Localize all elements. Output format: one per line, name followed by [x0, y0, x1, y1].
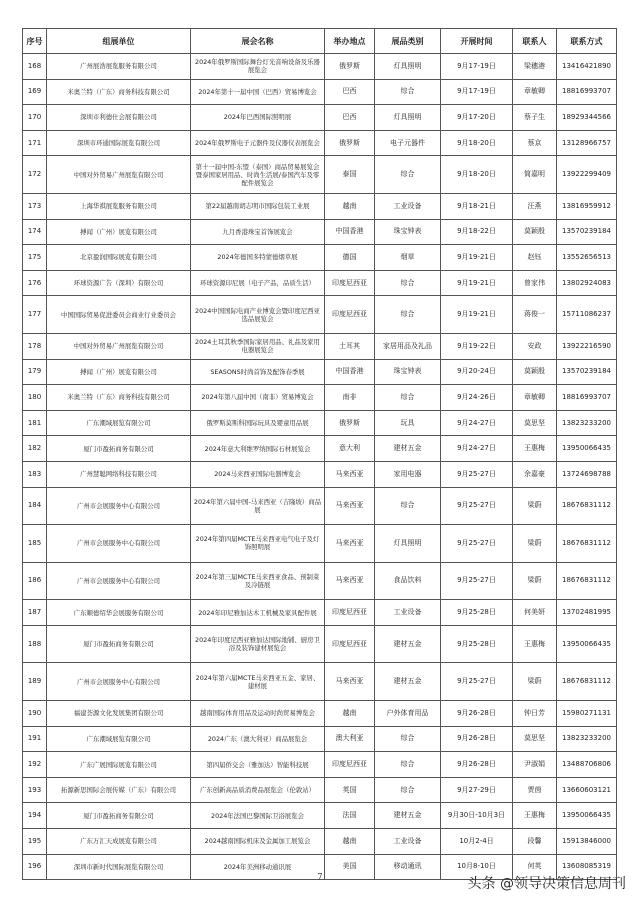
cell-no: 173	[23, 193, 47, 219]
cell-contact: 莫颖殷	[513, 359, 557, 385]
cell-no: 172	[23, 156, 47, 194]
cell-organizer: 广州市会展服务中心有限公司	[47, 562, 191, 600]
header-organizer: 组展单位	[47, 29, 191, 54]
cell-date: 9月25-27日	[441, 461, 513, 487]
cell-contact: 梁蔚	[513, 663, 557, 701]
cell-phone: 18676831112	[557, 562, 617, 600]
cell-venue: 巴西	[325, 79, 375, 105]
header-date: 开展时间	[441, 29, 513, 54]
cell-organizer: 广州市会展服务中心有限公司	[47, 663, 191, 701]
cell-category: 烟草	[375, 245, 441, 271]
table-row	[23, 803, 617, 829]
cell-no: 175	[23, 245, 47, 271]
cell-organizer: 中国对外贸易广州展览有限公司	[47, 333, 191, 359]
cell-phone: 13552656513	[557, 245, 617, 271]
cell-venue: 土耳其	[325, 333, 375, 359]
cell-exhibition-name: 第十一届中国-东盟（泰国）商品贸易展览会暨泰国家居用品、时尚生活展/泰国汽车及零配件展览会	[191, 156, 325, 194]
cell-no: 189	[23, 663, 47, 701]
cell-phone: 18676831112	[557, 663, 617, 701]
cell-organizer: 厦门市盈拓商务有限公司	[47, 625, 191, 663]
table-row	[23, 245, 617, 271]
table-row	[23, 777, 617, 803]
cell-exhibition-name: 2024年印度尼西亚雅加达国际地铺、厨房卫浴及装饰建材展览会	[191, 625, 325, 663]
table-row	[23, 701, 617, 727]
table-row	[23, 562, 617, 600]
cell-date: 9月17-20日	[441, 105, 513, 131]
cell-no: 179	[23, 359, 47, 385]
cell-contact: 梁穗港	[513, 54, 557, 80]
cell-date: 9月25-27日	[441, 562, 513, 600]
cell-organizer: 深圳市新时代国际展览有限公司	[47, 854, 191, 880]
cell-venue: 德国	[325, 245, 375, 271]
cell-organizer: 广州市会展服务中心有限公司	[47, 525, 191, 563]
cell-no: 190	[23, 701, 47, 727]
cell-category: 综合	[375, 156, 441, 194]
cell-venue: 印度尼西亚	[325, 752, 375, 778]
cell-date: 9月17-19日	[441, 54, 513, 80]
cell-exhibition-name: 2024年印尼雅加达木工机械及家具配件展	[191, 600, 325, 626]
cell-exhibition-name: 2024年俄罗斯电子元器件及仪器仪表展览会	[191, 130, 325, 156]
cell-no: 192	[23, 752, 47, 778]
exhibition-table	[22, 28, 617, 880]
cell-contact: 余嘉豪	[513, 461, 557, 487]
cell-contact: 何英	[513, 854, 557, 880]
cell-exhibition-name: 2024中国国际电商产业博览会暨印度尼西亚选品展览会	[191, 296, 325, 334]
cell-date: 9月19-22日	[441, 333, 513, 359]
cell-no: 184	[23, 487, 47, 525]
cell-phone: 13608085319	[557, 854, 617, 880]
cell-no: 168	[23, 54, 47, 80]
cell-phone: 18676831112	[557, 525, 617, 563]
cell-date: 9月27-29日	[441, 777, 513, 803]
cell-venue: 越南	[325, 829, 375, 855]
table-row	[23, 54, 617, 80]
header-category: 展品类别	[375, 29, 441, 54]
cell-phone: 18676831112	[557, 487, 617, 525]
cell-date: 9月25-27日	[441, 525, 513, 563]
cell-no: 183	[23, 461, 47, 487]
cell-contact: 梁蔚	[513, 487, 557, 525]
cell-exhibition-name: 2024年第八届中国（南非）贸易博览会	[191, 385, 325, 411]
cell-date: 9月19-21日	[441, 296, 513, 334]
cell-no: 178	[23, 333, 47, 359]
cell-contact: 蔡京	[513, 130, 557, 156]
cell-category: 综合	[375, 79, 441, 105]
cell-venue: 马来西亚	[325, 562, 375, 600]
cell-contact: 贾茵	[513, 777, 557, 803]
cell-organizer: 广州市会展服务中心有限公司	[47, 487, 191, 525]
cell-exhibition-name: 2024年意大利维罗纳国际石材展览会	[191, 436, 325, 462]
cell-exhibition-name: 2024土耳其秋季国际家居用品、礼品及家用电器展览会	[191, 333, 325, 359]
cell-date: 9月24-27日	[441, 436, 513, 462]
cell-venue: 俄罗斯	[325, 130, 375, 156]
cell-exhibition-name: 2024年法国巴黎国际卫浴展览会	[191, 803, 325, 829]
cell-date: 9月20-24日	[441, 359, 513, 385]
cell-contact: 赵钰	[513, 245, 557, 271]
cell-phone: 13724698788	[557, 461, 617, 487]
table-row	[23, 525, 617, 563]
cell-organizer: 广东潮域展览有限公司	[47, 410, 191, 436]
cell-category: 工业设备	[375, 829, 441, 855]
cell-exhibition-name: 2024越南国际机床及金属加工展览会	[191, 829, 325, 855]
cell-venue: 马来西亚	[325, 525, 375, 563]
cell-date: 9月24-27日	[441, 410, 513, 436]
cell-organizer: 广州展浩展览服务有限公司	[47, 54, 191, 80]
cell-organizer: 拓源新思国际会展传媒（广东）有限公司	[47, 777, 191, 803]
header-venue: 举办地点	[325, 29, 375, 54]
cell-category: 综合	[375, 487, 441, 525]
cell-venue: 印度尼西亚	[325, 600, 375, 626]
cell-exhibition-name: 2024年德国多特蒙德烟草展	[191, 245, 325, 271]
cell-contact: 莫思坚	[513, 726, 557, 752]
cell-date: 9月19-21日	[441, 270, 513, 296]
cell-organizer: 中国对外贸易广州展览有限公司	[47, 156, 191, 194]
cell-venue: 印度尼西亚	[325, 296, 375, 334]
cell-no: 171	[23, 130, 47, 156]
cell-contact: 何美妍	[513, 600, 557, 626]
cell-contact: 段馨	[513, 829, 557, 855]
cell-date: 9月24-26日	[441, 385, 513, 411]
cell-date: 9月26-28日	[441, 701, 513, 727]
cell-phone: 13950066435	[557, 436, 617, 462]
cell-organizer: 米奥兰特（广东）商务科技有限公司	[47, 385, 191, 411]
cell-venue: 俄罗斯	[325, 54, 375, 80]
cell-phone: 13950066435	[557, 803, 617, 829]
cell-no: 187	[23, 600, 47, 626]
cell-organizer: 北京盈润国际展览有限公司	[47, 245, 191, 271]
cell-exhibition-name: 2024年俄罗斯国际舞台灯光音响设备及乐器展览会	[191, 54, 325, 80]
cell-venue: 法国	[325, 803, 375, 829]
cell-no: 185	[23, 525, 47, 563]
cell-organizer: 米奥兰特（广东）商务科技有限公司	[47, 79, 191, 105]
cell-no: 182	[23, 436, 47, 462]
cell-venue: 巴西	[325, 105, 375, 131]
cell-organizer: 广东潮域展览有限公司	[47, 726, 191, 752]
table-row	[23, 829, 617, 855]
cell-date: 9月18-21日	[441, 193, 513, 219]
cell-date: 9月30日-10月3日	[441, 803, 513, 829]
cell-venue: 俄罗斯	[325, 410, 375, 436]
table-body	[23, 29, 617, 880]
cell-contact: 王惠梅	[513, 625, 557, 663]
cell-exhibition-name: 第22届越南胡志明市国际包装工业展	[191, 193, 325, 219]
header-no: 序号	[23, 29, 47, 54]
cell-phone: 13702481995	[557, 600, 617, 626]
cell-contact: 尹淑娟	[513, 752, 557, 778]
cell-venue: 中国香港	[325, 219, 375, 245]
cell-venue: 意大利	[325, 436, 375, 462]
cell-contact: 简嘉明	[513, 156, 557, 194]
table-row	[23, 410, 617, 436]
cell-category: 建材五金	[375, 803, 441, 829]
cell-phone: 13922216590	[557, 333, 617, 359]
cell-phone: 18929344566	[557, 105, 617, 131]
cell-phone: 13823233200	[557, 726, 617, 752]
header-phone: 联系方式	[557, 29, 617, 54]
table-row	[23, 663, 617, 701]
cell-contact: 梁蔚	[513, 525, 557, 563]
table-row	[23, 436, 617, 462]
cell-category: 综合	[375, 385, 441, 411]
cell-category: 建材五金	[375, 436, 441, 462]
cell-date: 9月26-28日	[441, 726, 513, 752]
cell-venue: 马来西亚	[325, 663, 375, 701]
cell-no: 169	[23, 79, 47, 105]
table-row	[23, 752, 617, 778]
cell-date: 9月17-19日	[441, 79, 513, 105]
cell-no: 170	[23, 105, 47, 131]
cell-contact: 梁蔚	[513, 562, 557, 600]
cell-no: 177	[23, 296, 47, 334]
cell-category: 综合	[375, 777, 441, 803]
cell-phone: 15711086237	[557, 296, 617, 334]
cell-category: 综合	[375, 752, 441, 778]
cell-date: 9月25-28日	[441, 625, 513, 663]
cell-phone: 13128966757	[557, 130, 617, 156]
cell-no: 186	[23, 562, 47, 600]
cell-date: 9月18-22日	[441, 219, 513, 245]
cell-organizer: 广东顺德绍华会展服务有限公司	[47, 600, 191, 626]
cell-organizer: 深圳市环通国际展览有限公司	[47, 130, 191, 156]
cell-category: 食品饮料	[375, 562, 441, 600]
table-row	[23, 359, 617, 385]
cell-category: 家用电器	[375, 461, 441, 487]
cell-category: 建材五金	[375, 625, 441, 663]
cell-category: 综合	[375, 270, 441, 296]
cell-category: 户外体育用品	[375, 701, 441, 727]
cell-category: 珠宝钟表	[375, 219, 441, 245]
cell-no: 174	[23, 219, 47, 245]
table-row	[23, 130, 617, 156]
table-row	[23, 296, 617, 334]
cell-no: 194	[23, 803, 47, 829]
cell-organizer: 搏闻（广州）展览有限公司	[47, 359, 191, 385]
cell-category: 灯具照明	[375, 54, 441, 80]
cell-organizer: 厦门市盈拓商务有限公司	[47, 803, 191, 829]
cell-venue: 印度尼西亚	[325, 625, 375, 663]
cell-no: 188	[23, 625, 47, 663]
cell-contact: 王惠梅	[513, 436, 557, 462]
header-exhibition-name: 展会名称	[191, 29, 325, 54]
cell-date: 9月25-27日	[441, 663, 513, 701]
table-row	[23, 105, 617, 131]
cell-phone: 13570239184	[557, 359, 617, 385]
page-number: 7	[317, 872, 323, 881]
cell-contact: 蔡子生	[513, 105, 557, 131]
cell-venue: 越南	[325, 701, 375, 727]
cell-contact: 汪燕	[513, 193, 557, 219]
cell-contact: 莫思坚	[513, 410, 557, 436]
cell-category: 综合	[375, 296, 441, 334]
cell-phone: 13922299409	[557, 156, 617, 194]
cell-exhibition-name: 2024年巴西国际照明展	[191, 105, 325, 131]
cell-phone: 13660603121	[557, 777, 617, 803]
cell-category: 珠宝钟表	[375, 359, 441, 385]
cell-contact: 蒋俊一	[513, 296, 557, 334]
table-row	[23, 193, 617, 219]
cell-venue: 南非	[325, 385, 375, 411]
cell-category: 灯具照明	[375, 105, 441, 131]
cell-venue: 美国	[325, 854, 375, 880]
cell-contact: 安政	[513, 333, 557, 359]
cell-exhibition-name: 俄罗斯莫斯科国际玩具及婴童用品展	[191, 410, 325, 436]
cell-exhibition-name: 越南国际体育用品及运动时尚贸易博览会	[191, 701, 325, 727]
table-row	[23, 333, 617, 359]
cell-category: 工业设备	[375, 600, 441, 626]
cell-no: 181	[23, 410, 47, 436]
cell-date: 9月18-20日	[441, 130, 513, 156]
table-row	[23, 726, 617, 752]
cell-date: 9月25-27日	[441, 487, 513, 525]
table-row	[23, 270, 617, 296]
table-row	[23, 600, 617, 626]
cell-organizer: 上海华祺展览服务有限公司	[47, 193, 191, 219]
cell-contact: 钟日芳	[513, 701, 557, 727]
table-row	[23, 385, 617, 411]
cell-exhibition-name: 2024年第三届MCTE马来西亚食品、预制菜及冷链展	[191, 562, 325, 600]
cell-organizer: 环球资源广告（深圳）有限公司	[47, 270, 191, 296]
cell-phone: 15913846000	[557, 829, 617, 855]
cell-exhibition-name: 2024年第六届中国-马来西亚（吉隆坡）商品展	[191, 487, 325, 525]
cell-organizer: 广州慧聪网络科技有限公司	[47, 461, 191, 487]
cell-phone: 18816993707	[557, 385, 617, 411]
cell-category: 综合	[375, 726, 441, 752]
cell-venue: 马来西亚	[325, 487, 375, 525]
cell-venue: 澳大利亚	[325, 726, 375, 752]
cell-phone: 15980271131	[557, 701, 617, 727]
cell-venue: 英国	[325, 777, 375, 803]
cell-contact: 莫颖殷	[513, 219, 557, 245]
cell-exhibition-name: 2024广东（澳大利亚）商品展览会	[191, 726, 325, 752]
cell-organizer: 中国国际贸易促进委员会商业行业委员会	[47, 296, 191, 334]
cell-date: 9月25-28日	[441, 600, 513, 626]
cell-venue: 印度尼西亚	[325, 270, 375, 296]
cell-exhibition-name: 2024年美洲移动通讯展	[191, 854, 325, 880]
cell-category: 移动通讯	[375, 854, 441, 880]
cell-date: 9月19-21日	[441, 245, 513, 271]
cell-phone: 13816959912	[557, 193, 617, 219]
cell-phone: 13570239184	[557, 219, 617, 245]
cell-exhibition-name: 环球资源印尼展（电子产品，品质生活）	[191, 270, 325, 296]
cell-no: 191	[23, 726, 47, 752]
cell-category: 建材五金	[375, 663, 441, 701]
cell-organizer: 深圳市利德仕会展有限公司	[47, 105, 191, 131]
cell-category: 玩具	[375, 410, 441, 436]
cell-date: 9月18-20日	[441, 156, 513, 194]
cell-exhibition-name: 九月香港珠宝首饰展览会	[191, 219, 325, 245]
cell-exhibition-name: 2024年第四届MCTE马来西亚电气电子及灯饰照明展	[191, 525, 325, 563]
cell-organizer: 广东万汇天成展览有限公司	[47, 829, 191, 855]
cell-organizer: 厦门市盈拓商务有限公司	[47, 436, 191, 462]
cell-exhibition-name: 第四届侨交会（雅加达）智能科技展	[191, 752, 325, 778]
cell-phone: 13488706806	[557, 752, 617, 778]
cell-category: 工业设备	[375, 193, 441, 219]
table-header-row	[23, 29, 617, 54]
cell-contact: 曾家伟	[513, 270, 557, 296]
cell-contact: 章敏卿	[513, 385, 557, 411]
cell-exhibition-name: 2024年第十一届中国（巴西）贸易博览会	[191, 79, 325, 105]
cell-category: 灯具照明	[375, 525, 441, 563]
table-row	[23, 461, 617, 487]
cell-no: 180	[23, 385, 47, 411]
cell-no: 193	[23, 777, 47, 803]
cell-no: 196	[23, 854, 47, 880]
cell-exhibition-name: 2024马来西亚国际电器博览会	[191, 461, 325, 487]
cell-organizer: 搏闻（广州）展览有限公司	[47, 219, 191, 245]
cell-exhibition-name: 广东创新高品质消费品展览会（伦敦站）	[191, 777, 325, 803]
cell-phone: 13416421890	[557, 54, 617, 80]
cell-phone: 18816993707	[557, 79, 617, 105]
cell-phone: 13802924083	[557, 270, 617, 296]
table-row	[23, 625, 617, 663]
cell-venue: 越南	[325, 193, 375, 219]
table-row	[23, 79, 617, 105]
cell-date: 9月26-28日	[441, 752, 513, 778]
table-row	[23, 156, 617, 194]
cell-venue: 中国香港	[325, 359, 375, 385]
header-contact: 联系人	[513, 29, 557, 54]
cell-date: 10月8-10日	[441, 854, 513, 880]
cell-no: 195	[23, 829, 47, 855]
cell-category: 家居用品及礼品	[375, 333, 441, 359]
cell-category: 电子元器件	[375, 130, 441, 156]
cell-phone: 13950066435	[557, 625, 617, 663]
watermark: 头条 @领导决策信息周刊	[467, 876, 626, 892]
cell-organizer: 广东广展国际展览有限公司	[47, 752, 191, 778]
cell-organizer: 福建荟源文化发展集团有限公司	[47, 701, 191, 727]
table-row	[23, 219, 617, 245]
cell-phone: 13823233200	[557, 410, 617, 436]
cell-exhibition-name: SEASONS时尚首饰及配饰春季展	[191, 359, 325, 385]
table-row	[23, 487, 617, 525]
cell-venue: 泰国	[325, 156, 375, 194]
cell-contact: 章敏卿	[513, 79, 557, 105]
cell-no: 176	[23, 270, 47, 296]
cell-exhibition-name: 2024年第六届MCTE马来西亚五金、家居、建材展	[191, 663, 325, 701]
cell-date: 10月2-4日	[441, 829, 513, 855]
cell-contact: 王惠梅	[513, 803, 557, 829]
cell-venue: 马来西亚	[325, 461, 375, 487]
